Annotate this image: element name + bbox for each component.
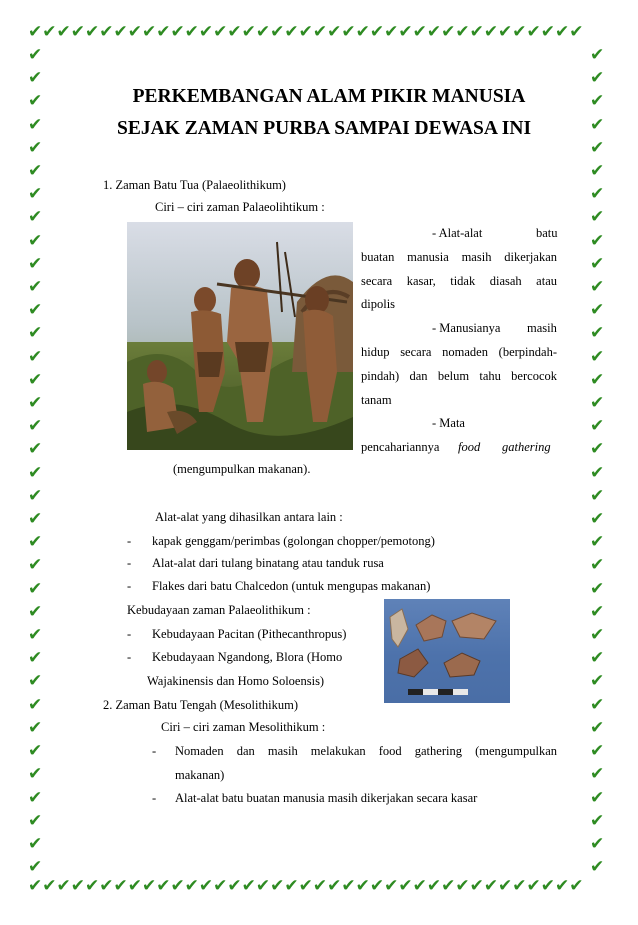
ciri-b-line2: hidup secara nomaden (berpindah- xyxy=(361,345,557,359)
ciri-a-line4: dipolis xyxy=(361,297,396,311)
tools-heading: Alat-alat yang dihasilkan antara lain : xyxy=(155,510,343,524)
ciri-a-line1-tail: batu xyxy=(536,226,558,240)
meso-bullet-2: - xyxy=(152,791,157,805)
ciri-b-line1-head: - Manusianya xyxy=(432,321,501,335)
culture-item-2: Kebudayaan Ngandong, Blora (Homo xyxy=(152,650,343,664)
ciri-c-line1: - Mata xyxy=(432,416,465,430)
ciri-a-line3: secara kasar, tidak diasah atau xyxy=(361,274,557,288)
culture-bullet-1: - xyxy=(127,627,132,641)
ciri-heading-paleolithic: Ciri – ciri zaman Palaeolihtikum : xyxy=(155,200,325,214)
meso-bullet-1: - xyxy=(152,744,157,758)
tools-bullet-3: - xyxy=(127,579,132,593)
tools-item-2: Alat-alat dari tulang binatang atau tanduk rusa xyxy=(152,556,384,570)
ciri-c-line3: (mengumpulkan makanan). xyxy=(173,462,311,476)
ciri-c-line2-a: pencahariannya xyxy=(361,440,440,454)
early-humans-illustration xyxy=(127,222,353,450)
ciri-b-line4: tanam xyxy=(361,393,392,407)
checkmark-border-right: ✔ ✔ ✔ ✔ ✔ ✔ ✔ ✔ ✔ ✔ ✔ ✔ ✔ ✔ ✔ ✔ ✔ ✔ ✔ ✔ ✔ ✔ ✔ ✔ ✔ ✔ ✔ ✔ ✔ ✔ ✔ ✔ ✔ ✔ ✔ ✔ xyxy=(590,45,605,878)
meso-item-1-cont: makanan) xyxy=(175,768,225,782)
page-title-line2: SEJAK ZAMAN PURBA SAMPAI DEWASA INI xyxy=(116,118,532,139)
culture-item-2-cont: Wajakinensis dan Homo Soloensis) xyxy=(147,674,325,688)
ciri-b-line3: pindah) dan belum tahu bercocok xyxy=(361,369,557,383)
checkmark-border-top: ✔✔✔✔✔✔✔✔✔✔✔✔✔✔✔✔✔✔✔✔✔✔✔✔✔✔✔✔✔✔✔✔✔✔✔✔✔✔✔ xyxy=(28,24,584,42)
checkmark-border-left: ✔ ✔ ✔ ✔ ✔ ✔ ✔ ✔ ✔ ✔ ✔ ✔ ✔ ✔ ✔ ✔ ✔ ✔ ✔ ✔ ✔ ✔ ✔ ✔ ✔ ✔ ✔ ✔ ✔ ✔ ✔ ✔ ✔ ✔ ✔ ✔ xyxy=(28,45,43,878)
page-title-line1: PERKEMBANGAN ALAM PIKIR MANUSIA xyxy=(132,86,526,107)
section-heading-paleolithic: 1. Zaman Batu Tua (Palaeolithikum) xyxy=(103,178,286,192)
stone-flakes-photo xyxy=(384,599,510,703)
ciri-heading-mesolithic: Ciri – ciri zaman Mesolithikum : xyxy=(161,720,326,734)
ciri-a-line1-head: - Alat-alat xyxy=(432,226,483,240)
ciri-a-line2: buatan manusia masih dikerjakan xyxy=(361,250,557,264)
meso-item-2: Alat-alat batu buatan manusia masih dikerjakan secara kasar xyxy=(175,791,478,805)
ciri-b-line1-tail: masih xyxy=(527,321,557,335)
culture-bullet-2: - xyxy=(127,650,132,664)
ciri-c-line2-c: gathering xyxy=(502,440,551,454)
tools-item-3: Flakes dari batu Chalcedon (untuk mengupas makanan) xyxy=(152,579,431,593)
checkmark-border-bottom: ✔✔✔✔✔✔✔✔✔✔✔✔✔✔✔✔✔✔✔✔✔✔✔✔✔✔✔✔✔✔✔✔✔✔✔✔✔✔✔ xyxy=(28,878,584,896)
tools-bullet-2: - xyxy=(127,556,132,570)
culture-heading: Kebudayaan zaman Palaeolithikum : xyxy=(127,603,311,617)
meso-item-1: Nomaden dan masih melakukan food gathering (mengumpulkan xyxy=(175,744,557,758)
section-heading-mesolithic: 2. Zaman Batu Tengah (Mesolithikum) xyxy=(103,698,299,712)
culture-item-1: Kebudayaan Pacitan (Pithecanthropus) xyxy=(152,627,347,641)
tools-bullet-1: - xyxy=(127,534,132,548)
tools-item-1: kapak genggam/perimbas (golongan chopper/pemotong) xyxy=(152,534,435,548)
ciri-c-line2-b: food xyxy=(458,440,481,454)
